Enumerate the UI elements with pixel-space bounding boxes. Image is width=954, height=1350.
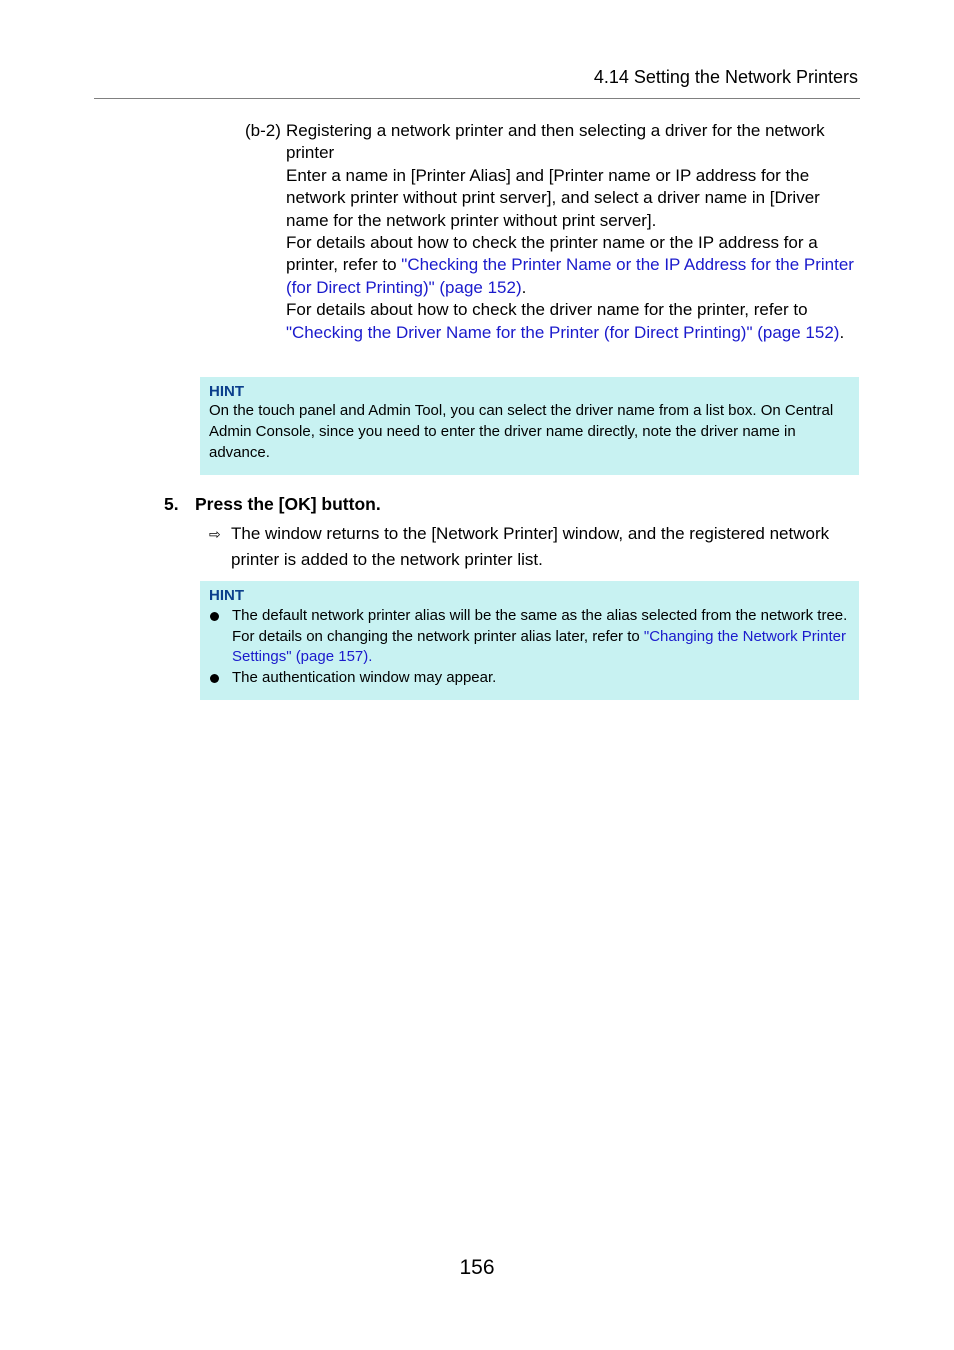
substep-title: Registering a network printer and then selecting a driver for the network printer	[286, 121, 825, 163]
substep-paragraph-3	[286, 299, 858, 344]
header-divider	[94, 98, 860, 99]
paragraph-2-end: .	[521, 277, 527, 297]
bullet-icon	[210, 612, 219, 621]
substep-body	[286, 120, 858, 344]
hint-box-2	[200, 581, 859, 700]
list-item	[209, 606, 849, 668]
hint-box	[200, 377, 859, 475]
list-item-end: .	[368, 648, 373, 666]
list-item-text: The default network printer alias will be the same as the alias selected from the network tree. For details on changing the network printer alias later, refer to	[232, 607, 848, 645]
result-arrow-icon: ⇨	[209, 526, 221, 542]
result-text: The window returns to the [Network Printer] window, and the registered network printer is added to the network printer list.	[231, 524, 830, 569]
paragraph-2-text: For details about how to check the printer name or the IP address for a printer, refer to	[286, 233, 818, 275]
paragraph-3-end: .	[839, 322, 845, 342]
substep-label: (b-2)	[245, 121, 281, 140]
hint-title: HINT	[209, 383, 244, 400]
substep-paragraph-1: Enter a name in [Printer Alias] and [Printer name or IP address for the network printer without print server], and select a driver name in [Driver name for the network printer without print server].	[286, 165, 820, 230]
bullet-icon	[210, 674, 219, 683]
page-number: 156	[459, 1256, 495, 1279]
link-changing-printer-settings[interactable]: "Changing the Network Printer Settings" (page 157)	[232, 627, 846, 666]
list-item	[209, 668, 849, 689]
link-checking-driver-name[interactable]: "Checking the Driver Name for the Printer (for Direct Printing)" (page 152)	[286, 322, 840, 342]
step-title: Press the [OK] button.	[195, 494, 381, 514]
step-result	[209, 521, 859, 573]
hint-list	[209, 606, 849, 689]
hint-text: On the touch panel and Admin Tool, you can select the driver name from a list box. On Central Admin Console, since you need to enter the driver name directly, note the driver name in advance.	[209, 402, 834, 461]
substep-paragraph-2	[286, 232, 858, 299]
list-item-text: The authentication window may appear.	[232, 669, 497, 687]
step-heading	[164, 493, 381, 515]
hint-title-2: HINT	[209, 587, 244, 604]
paragraph-3-text: For details about how to check the driver name for the printer, refer to	[286, 300, 808, 320]
section-header-title: 4.14 Setting the Network Printers	[593, 67, 858, 87]
link-checking-printer-name[interactable]: "Checking the Printer Name or the IP Address for the Printer (for Direct Printing)" (page 152)	[286, 255, 854, 297]
step-number: 5.	[164, 494, 179, 514]
